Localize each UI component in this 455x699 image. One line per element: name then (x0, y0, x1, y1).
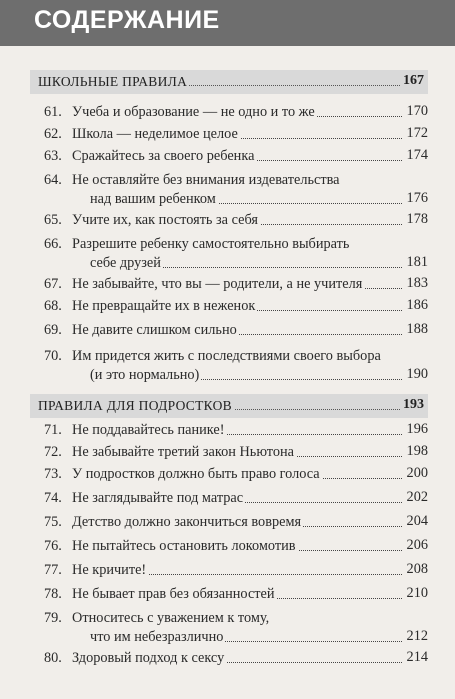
entry-title: Им придется жить с последствиями своего выбора (72, 348, 381, 364)
entry-title-continued: над вашим ребенком (90, 191, 216, 207)
entry-number: 64. (44, 172, 62, 188)
entry-page-number: 208 (406, 561, 428, 577)
entry-title: Здоровый подход к сексу (72, 650, 225, 666)
entry-page-number: 190 (406, 366, 428, 382)
entry-page-number: 210 (406, 585, 428, 601)
entry-title: Не бывает прав без обязанностей (72, 586, 275, 602)
entry-page-number: 181 (406, 254, 428, 270)
entry-number: 67. (44, 276, 62, 292)
entry-page-number: 176 (406, 190, 428, 206)
entry-title: Не превращайте их в неженок (72, 298, 256, 314)
entry-number: 71. (44, 422, 62, 438)
entry-number: 78. (44, 586, 62, 602)
entry-title: Не забывайте третий закон Ньютона (72, 444, 295, 460)
entry-number: 68. (44, 298, 62, 314)
entry-number: 69. (44, 322, 62, 338)
section-page-number: 167 (403, 73, 424, 88)
entry-title: Не поддавайтесь панике! (72, 422, 225, 438)
section-title: ШКОЛЬНЫЕ ПРАВИЛА (38, 74, 188, 89)
entry-title: У подростков должно быть право голоса (72, 466, 320, 482)
entry-title: Относитесь с уважением к тому, (72, 610, 270, 626)
section-header (30, 394, 428, 418)
entry-number: 77. (44, 562, 62, 578)
entry-title: Разрешите ребенку самостоятельно выбирать (72, 236, 350, 252)
entry-page-number: 206 (406, 537, 428, 553)
entry-number: 62. (44, 126, 62, 142)
section-page-number: 193 (403, 397, 424, 412)
entry-number: 73. (44, 466, 62, 482)
entry-number: 80. (44, 650, 62, 666)
entry-title: Не кричите! (72, 562, 147, 578)
entry-number: 79. (44, 610, 62, 626)
entry-page-number: 202 (406, 489, 428, 505)
entry-number: 63. (44, 148, 62, 164)
section-title: ПРАВИЛА ДЛЯ ПОДРОСТКОВ (38, 398, 232, 413)
entry-page-number: 196 (406, 421, 428, 437)
page-title: СОДЕРЖАНИЕ (34, 6, 220, 34)
entry-title: Не заглядывайте под матрас (72, 490, 244, 506)
entry-title: Не давите слишком сильно (72, 322, 237, 338)
entry-number: 75. (44, 514, 62, 530)
entry-page-number: 188 (406, 321, 428, 337)
entry-title-continued: себе друзей (90, 255, 161, 271)
entry-page-number: 186 (406, 297, 428, 313)
entry-number: 72. (44, 444, 62, 460)
entry-title: Детство должно закончиться вовремя (72, 514, 302, 530)
entry-page-number: 198 (406, 443, 428, 459)
entry-page-number: 183 (406, 275, 428, 291)
entry-title-continued: что им небезразлично (90, 629, 224, 645)
entry-title: Не оставляйте без внимания издевательства (72, 172, 340, 188)
entry-title-continued: (и это нормально) (90, 367, 200, 383)
entry-title: Сражайтесь за своего ребенка (72, 148, 255, 164)
entry-number: 70. (44, 348, 62, 364)
entry-number: 66. (44, 236, 62, 252)
entry-page-number: 174 (406, 147, 428, 163)
entry-page-number: 178 (406, 211, 428, 227)
entry-title: Учеба и образование — не одно и то же (72, 104, 315, 120)
entry-title: Не забывайте, что вы — родители, а не учителя (72, 276, 363, 292)
entry-title: Не пытайтесь остановить локомотив (72, 538, 296, 554)
entry-number: 74. (44, 490, 62, 506)
entry-page-number: 170 (406, 103, 428, 119)
entry-number: 65. (44, 212, 62, 228)
entry-title: Учите их, как постоять за себя (72, 212, 258, 228)
entry-page-number: 200 (406, 465, 428, 481)
entry-page-number: 212 (406, 628, 428, 644)
header-band (0, 0, 455, 46)
entry-page-number: 214 (406, 649, 428, 665)
entry-page-number: 172 (406, 125, 428, 141)
entry-title: Школа — неделимое целое (72, 126, 238, 142)
section-header (30, 70, 428, 94)
entry-number: 61. (44, 104, 62, 120)
entry-page-number: 204 (406, 513, 428, 529)
entry-number: 76. (44, 538, 62, 554)
